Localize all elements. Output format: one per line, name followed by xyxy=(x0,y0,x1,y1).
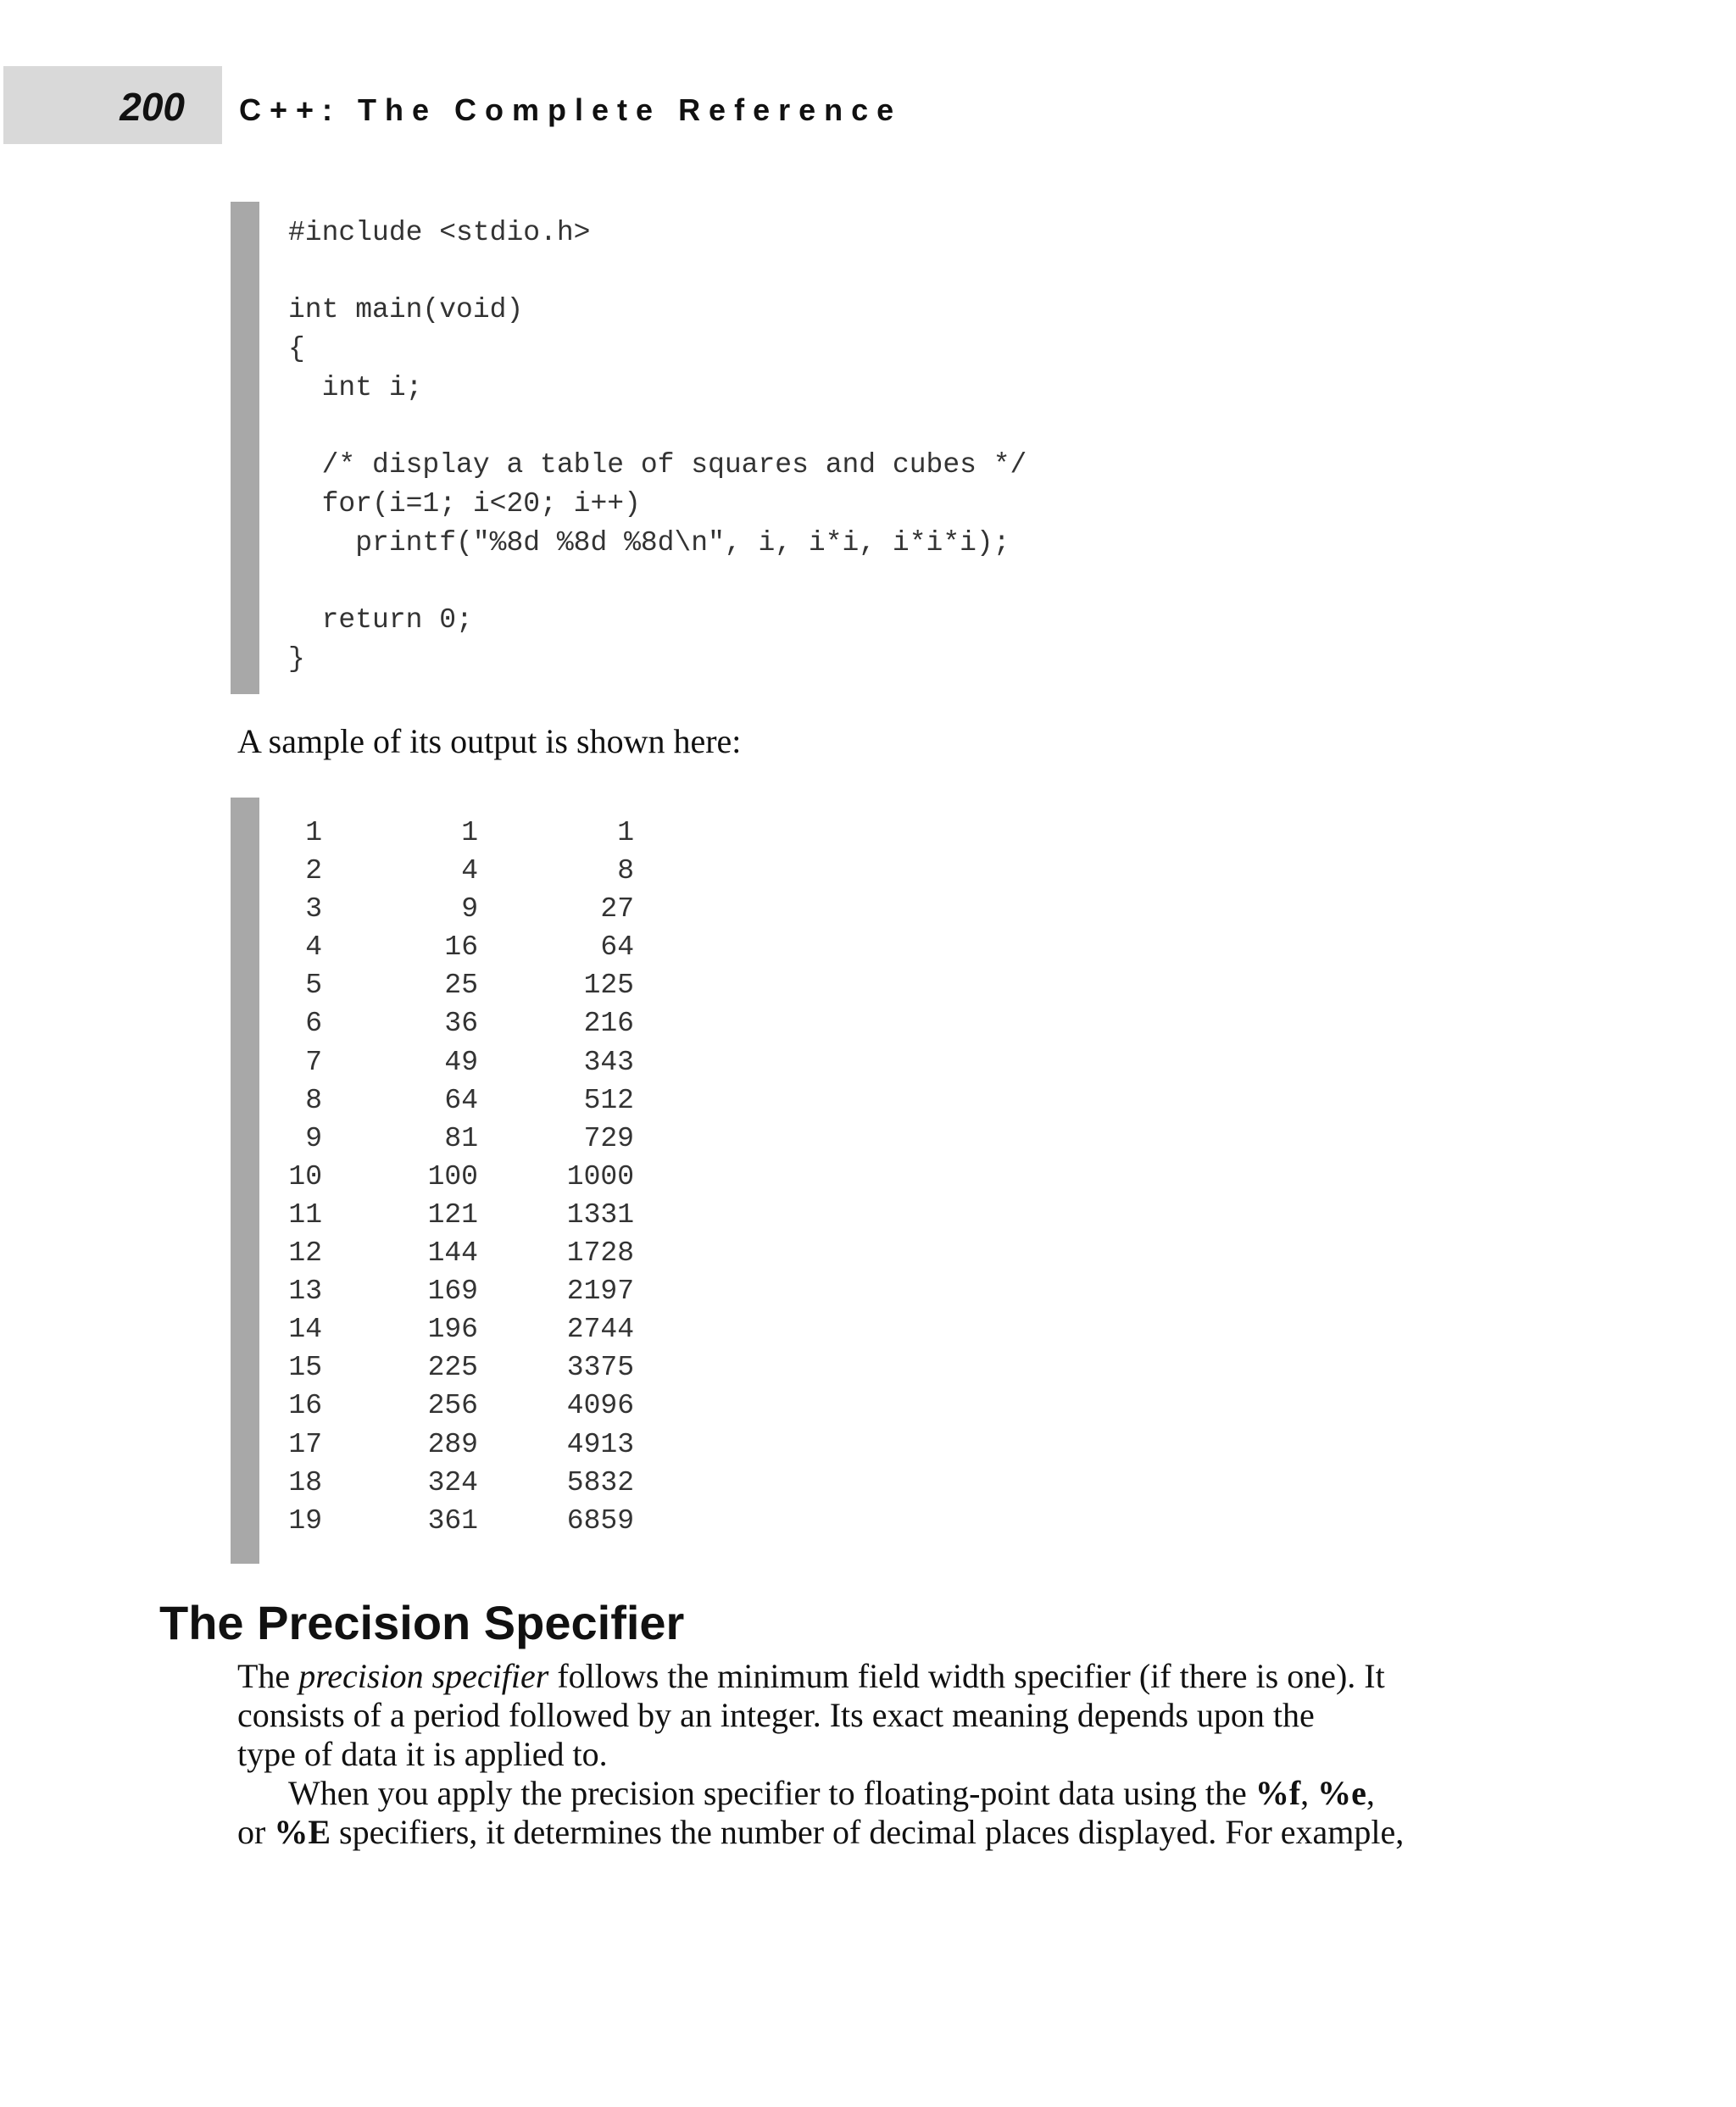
table-row xyxy=(288,1426,634,1464)
table-cell: 2 xyxy=(305,855,322,887)
table-cell: 1 xyxy=(617,817,634,848)
table-cell: 4 xyxy=(461,855,478,887)
paragraph-line xyxy=(237,1657,1475,1696)
code-line: for(i=1; i<20; i++) xyxy=(288,487,641,520)
table-row xyxy=(288,1387,634,1425)
table-row xyxy=(288,1348,634,1387)
table-cell: 12 xyxy=(288,1237,322,1270)
text-run: specifiers, it determines the number of decimal places displayed. For example, xyxy=(331,1813,1405,1851)
table-row xyxy=(288,852,634,890)
table-cell: 10 xyxy=(288,1160,322,1192)
code-line: /* display a table of squares and cubes */ xyxy=(288,449,1027,481)
table-cell: 3 xyxy=(305,893,322,926)
table-cell: 5832 xyxy=(566,1466,634,1498)
table-cell: 729 xyxy=(583,1122,634,1154)
table-cell: 27 xyxy=(600,893,634,926)
text-run: When you apply the precision specifier to floating-point data using the xyxy=(288,1774,1255,1812)
table-cell: 15 xyxy=(288,1352,322,1384)
table-row xyxy=(288,1043,634,1081)
table-cell: 2744 xyxy=(566,1314,634,1346)
table-cell: 11 xyxy=(288,1198,322,1231)
table-row xyxy=(288,890,634,928)
table-cell: 16 xyxy=(444,931,478,964)
table-cell: 121 xyxy=(427,1198,478,1231)
table-cell: 36 xyxy=(444,1008,478,1040)
code-line: int i; xyxy=(288,371,423,403)
table-row xyxy=(288,1120,634,1158)
text-run: or xyxy=(237,1813,275,1851)
code-line xyxy=(288,253,1027,292)
table-cell: 9 xyxy=(305,1122,322,1154)
table-cell: 1 xyxy=(461,817,478,848)
table-cell: 14 xyxy=(288,1314,322,1346)
table-cell: 1728 xyxy=(566,1237,634,1270)
table-cell: 196 xyxy=(427,1314,478,1346)
table-cell: 4 xyxy=(305,931,322,964)
table-row xyxy=(288,814,634,852)
table-cell: 1 xyxy=(305,817,322,848)
table-cell: 25 xyxy=(444,970,478,1002)
table-row xyxy=(288,1081,634,1120)
table-cell: 2197 xyxy=(566,1276,634,1308)
code-line xyxy=(288,562,1027,601)
table-cell: 6 xyxy=(305,1008,322,1040)
paragraph-line xyxy=(237,1813,1475,1852)
intro-text: A sample of its output is shown here: xyxy=(237,722,742,760)
code-line: return 0; xyxy=(288,603,473,636)
paragraph-line: consists of a period followed by an integer. Its exact meaning depends upon the xyxy=(237,1696,1315,1734)
table-cell: 64 xyxy=(600,931,634,964)
table-cell: 81 xyxy=(444,1122,478,1154)
table-row xyxy=(288,1234,634,1272)
table-cell: 64 xyxy=(444,1084,478,1116)
table-cell: 8 xyxy=(617,855,634,887)
output-table xyxy=(288,814,634,1540)
paragraph-floating-point xyxy=(237,1774,1475,1852)
paragraph-line: type of data it is applied to. xyxy=(237,1735,608,1773)
table-cell: 4913 xyxy=(566,1428,634,1460)
code-block-bar xyxy=(231,202,259,694)
text-run: The xyxy=(237,1657,299,1695)
table-cell: 324 xyxy=(427,1466,478,1498)
text-run: , xyxy=(1366,1774,1375,1812)
table-cell: 289 xyxy=(427,1428,478,1460)
code-line xyxy=(288,407,1027,446)
table-cell: 8 xyxy=(305,1084,322,1116)
book-title: C++: The Complete Reference xyxy=(239,92,903,127)
table-cell: 16 xyxy=(288,1390,322,1422)
table-row xyxy=(288,1310,634,1348)
table-cell: 19 xyxy=(288,1504,322,1537)
table-cell: 17 xyxy=(288,1428,322,1460)
table-cell: 169 xyxy=(427,1276,478,1308)
table-cell: 144 xyxy=(427,1237,478,1270)
table-row xyxy=(288,966,634,1004)
table-row xyxy=(288,1272,634,1310)
table-cell: 13 xyxy=(288,1276,322,1308)
table-cell: 7 xyxy=(305,1046,322,1078)
text-run: , xyxy=(1300,1774,1318,1812)
code-listing xyxy=(288,214,1027,678)
code-line: } xyxy=(288,642,305,675)
table-cell: 512 xyxy=(583,1084,634,1116)
table-cell: 4096 xyxy=(566,1390,634,1422)
table-cell: 256 xyxy=(427,1390,478,1422)
table-cell: 216 xyxy=(583,1008,634,1040)
page-number: 200 xyxy=(120,85,185,129)
term-emphasis: precision specifier xyxy=(298,1657,549,1695)
table-cell: 1000 xyxy=(566,1160,634,1192)
table-cell: 49 xyxy=(444,1046,478,1078)
code-line: int main(void) xyxy=(288,294,524,326)
table-row xyxy=(288,1004,634,1042)
table-row xyxy=(288,1502,634,1540)
table-cell: 1331 xyxy=(566,1198,634,1231)
table-cell: 3375 xyxy=(566,1352,634,1384)
table-row xyxy=(288,1158,634,1196)
table-cell: 6859 xyxy=(566,1504,634,1537)
code-line: printf("%8d %8d %8d\n", i, i*i, i*i*i); xyxy=(288,526,1010,559)
format-specifier: %f xyxy=(1255,1774,1301,1812)
code-line: { xyxy=(288,333,305,365)
table-cell: 5 xyxy=(305,970,322,1002)
paragraph-line xyxy=(237,1774,1475,1813)
table-row xyxy=(288,1196,634,1234)
section-heading: The Precision Specifier xyxy=(159,1596,685,1649)
table-cell: 125 xyxy=(583,970,634,1002)
format-specifier: %E xyxy=(274,1813,331,1851)
code-line: #include <stdio.h> xyxy=(288,217,591,248)
table-cell: 18 xyxy=(288,1466,322,1498)
table-cell: 343 xyxy=(583,1046,634,1078)
paragraph-precision-intro xyxy=(237,1657,1475,1774)
table-cell: 361 xyxy=(427,1504,478,1537)
text-run: follows the minimum field width specifier (if there is one). It xyxy=(548,1657,1385,1695)
table-row xyxy=(288,928,634,966)
table-cell: 225 xyxy=(427,1352,478,1384)
table-cell: 9 xyxy=(461,893,478,926)
table-row xyxy=(288,1464,634,1502)
table-cell: 100 xyxy=(427,1160,478,1192)
format-specifier: %e xyxy=(1317,1774,1366,1812)
output-block-bar xyxy=(231,798,259,1564)
